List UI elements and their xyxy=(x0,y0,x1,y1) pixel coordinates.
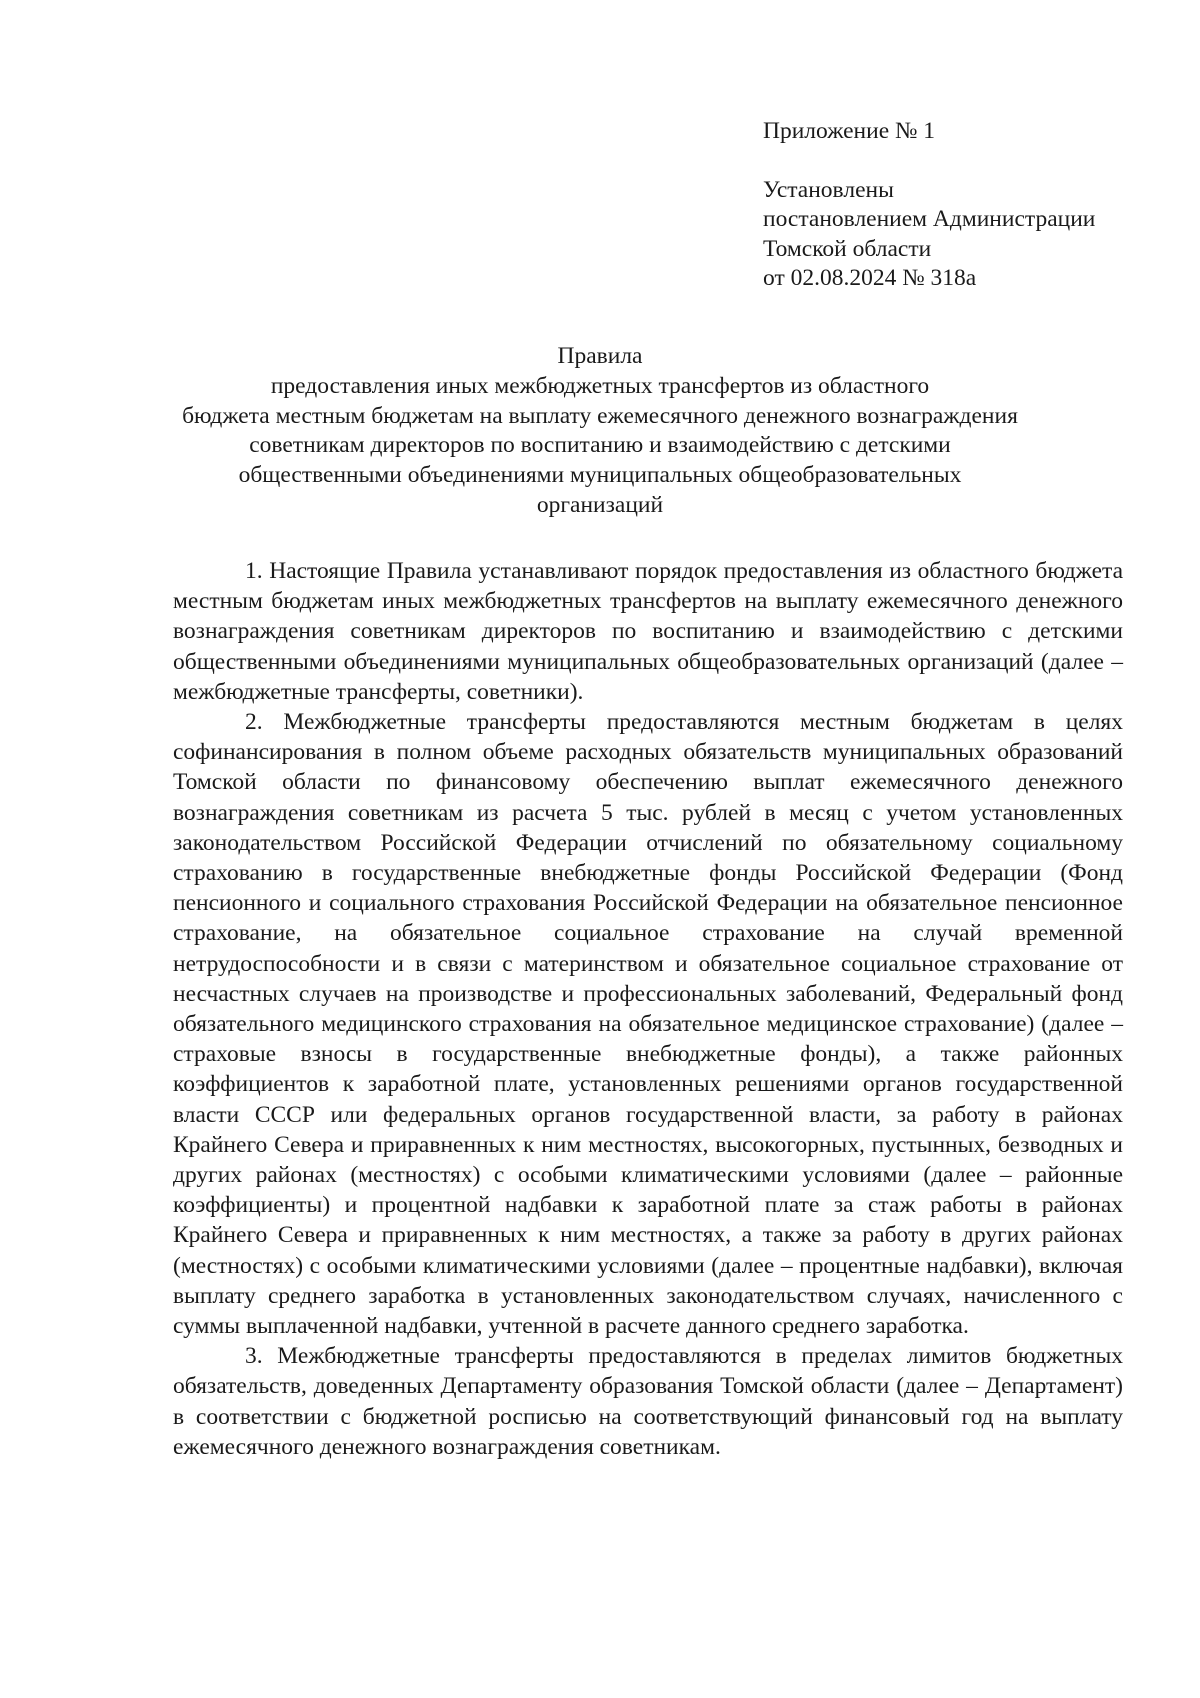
title-heading: Правила xyxy=(557,343,643,369)
paragraph-3: 3. Межбюджетные трансферты предоставляются в пределах лимитов бюджетных обязательств, доведенных Департаменту образования Томской области (далее – Департамент) в соответствии с бюджетной росписью на соответствующий финансовый год на выплату ежемесячного денежного вознаграждения советникам. xyxy=(173,1343,1123,1460)
paragraph-1: 1. Настоящие Правила устанавливают порядок предоставления из областного бюджета местным бюджетам иных межбюджетных трансфертов на выплату ежемесячного денежного вознаграждения советникам директоров по воспитанию и взаимодействию с детскими общественными объединениями муниципальных общеобразовательных организаций (далее – межбюджетные трансферты, советники). xyxy=(173,558,1123,705)
approval-date-line: от 02.08.2024 № 318а xyxy=(763,265,977,291)
appendix-block xyxy=(763,117,1095,294)
approval-line: постановлением Администрации xyxy=(763,206,1096,232)
title-line: советникам директоров по воспитанию и взаимодействию с детскими xyxy=(249,432,951,459)
appendix-number: Приложение № 1 xyxy=(763,118,936,144)
title-line: организаций xyxy=(536,491,664,518)
approval-line: Установлены xyxy=(763,176,894,203)
title-line: предоставления иных межбюджетных трансфертов из областного xyxy=(270,372,930,399)
document-body xyxy=(173,556,1123,1462)
document-title xyxy=(150,342,1050,521)
title-line: бюджета местным бюджетам на выплату ежемесячного денежного вознаграждения xyxy=(182,402,1018,429)
approval-line: Томской области xyxy=(763,235,932,262)
title-line: общественными объединениями муниципальных общеобразовательных xyxy=(238,462,962,489)
paragraph-2: 2. Межбюджетные трансферты предоставляются местным бюджетам в целях софинансирования в полном объеме расходных обязательств муниципальных образований Томской области по финансовому обеспечению выплат ежемесячного денежного вознаграждения советникам из расчета 5 тыс. рублей в месяц с учетом установленных законодательством Российской Федерации отчислений по обязательному социальному страхованию в государственные внебюджетные фонды Российской Федерации (Фонд пенсионного и социального страхования Российской Федерации на обязательное пенсионное страхование, на обязательное социальное страхование на случай временной нетрудоспособности и в связи с материнством и обязательное социальное страхование от несчастных случаев на производстве и профессиональных заболеваний, Федеральный фонд обязательного медицинского страхования на обязательное медицинское страхование) (далее – страховые взносы в государственные внебюджетные фонды), а также районных коэффициентов к заработной плате, установленных решениями органов государственной власти СССР или федеральных органов государственной власти, за работу в районах Крайнего Севера и приравненных к ним местностях, высокогорных, пустынных, безводных и других районах (местностях) с особыми климатическими условиями (далее – районные коэффициенты) и процентной надбавки к заработной плате за стаж работы в районах Крайнего Севера и приравненных к ним местностях, а также за работу в других районах (местностях) с особыми климатическими условиями (далее – процентные надбавки), включая выплату среднего заработка в установленных законодательством случаях, начисленного с суммы выплаченной надбавки, учтенной в расчете данного среднего заработка. xyxy=(173,709,1123,1340)
